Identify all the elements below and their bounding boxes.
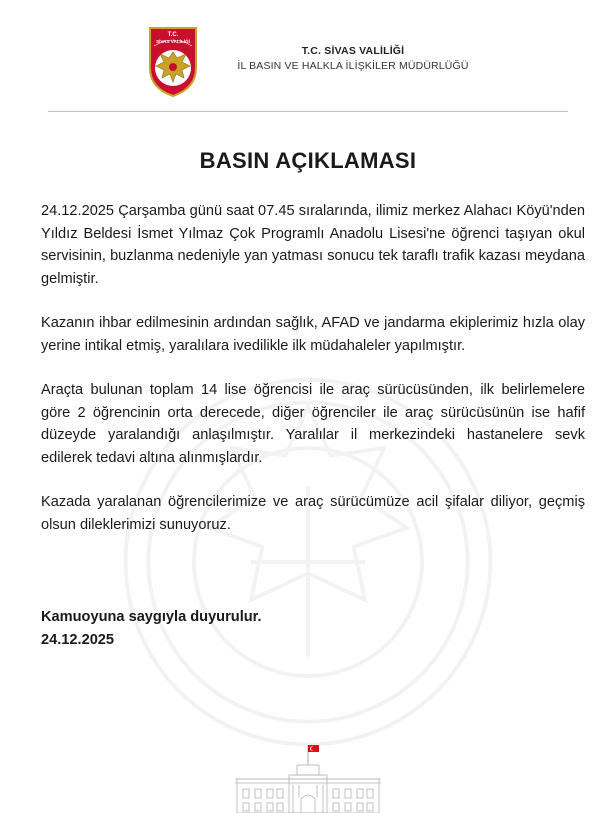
paragraph-2: Kazanın ihbar edilmesinin ardından sağlık, AFAD ve jandarma ekiplerimiz hızla olay yerine intikal etmiş, yaralılara ivedilikle ilk müdahaleler yapılmıştır.	[41, 315, 585, 354]
header-divider	[48, 111, 568, 112]
turkish-flag-icon	[308, 745, 319, 765]
letterhead	[146, 24, 486, 100]
org-title: T.C. SİVAS VALİLİĞİ	[301, 45, 405, 57]
document-date: 24.12.2025	[41, 631, 115, 648]
closing-statement: Kamuoyuna saygıyla duyurulur.	[41, 609, 262, 625]
document-title: BASIN AÇIKLAMASI	[199, 148, 417, 173]
org-subtitle: İL BASIN VE HALKLA İLİŞKİLER MÜDÜRLÜĞÜ	[237, 60, 469, 72]
paragraph-4: Kazada yaralanan öğrencilerimize ve araç sürücümüze acil şifalar diliyor, geçmiş olsun dileklerimizi sunuyoruz.	[41, 494, 585, 533]
sivas-valiligi-emblem-icon	[146, 24, 200, 98]
emblem-arc-text: SİVAS VALİLİĞİ	[156, 39, 190, 44]
paragraph-3: Araçta bulunan toplam 14 lise öğrencisi ile araç sürücüsünden, ilk belirlemelere göre 2 öğrencinin orta derecede, diğer öğrenciler ile araç sürücüsünün ise hafif düzeyde yaralandığı anlaşılmıştır. Yaralılar il merkezindeki hastanelere sevk edilerek tedavi altına alınmışlardır.	[41, 382, 585, 466]
organization-name	[218, 45, 488, 72]
government-building-icon	[233, 741, 383, 813]
paragraph-1: 24.12.2025 Çarşamba günü saat 07.45 sıralarında, ilimiz merkez Alahacı Köyü'nden Yıldız Beldesi İsmet Yılmaz Çok Programlı Anadolu Lisesi'ne öğrenci taşıyan okul servisinin, buzlanma nedeniyle yan yatması sonucu tek taraflı trafik kazası meydana gelmiştir.	[41, 203, 585, 287]
emblem-top-text: T.C.	[167, 32, 179, 38]
closing-block	[41, 606, 441, 651]
document-body	[41, 200, 585, 558]
